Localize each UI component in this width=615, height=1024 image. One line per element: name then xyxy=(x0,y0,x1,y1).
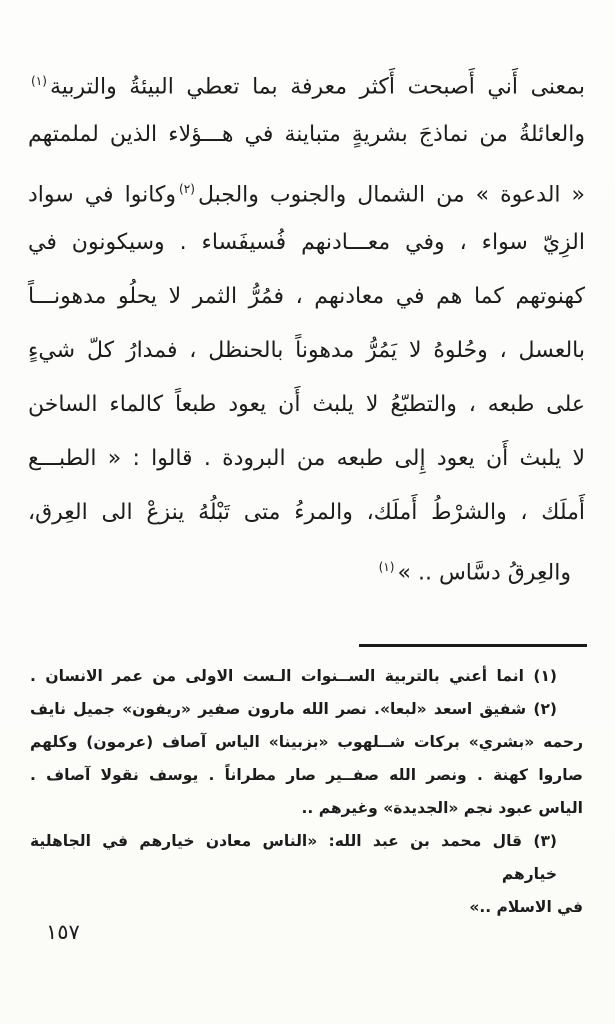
footnote-ref-1: (١) xyxy=(31,74,47,88)
footnote-ref-2: (٢) xyxy=(179,182,195,196)
body-text-line xyxy=(28,108,585,162)
line-text: لا يلبث أَن يعود إِلى طبعه من البرودة . قالوا : « الطبـــع xyxy=(28,446,585,471)
footnote-line: رحمه «بشري» بركات شــلهوب «بزبينا» الياس آصاف (عرمون) وكلهم xyxy=(30,733,583,751)
footnote-line: (٣) قال محمد بن عبد الله: «الناس معادن خيارهم في الجاهلية خيارهم xyxy=(30,832,557,883)
body-text-line xyxy=(28,324,585,378)
line-text: كهنوتهم كما هم في معادنهم ، فمُرُّ الثمر لا يحلُو مدهونـــاً xyxy=(28,284,585,309)
line-text: الزِيّ سواء ، وفي معـــادنهم فُسيفَساء . وسيكونون في xyxy=(28,230,585,255)
line-text: والعِرقُ دسَّاس .. » xyxy=(397,560,571,586)
body-text-line xyxy=(28,540,585,594)
footnote-line: الياس عبود نجم «الجديدة» وغيرهم .. xyxy=(301,799,583,817)
body-text-line xyxy=(28,378,585,432)
body-text-line xyxy=(28,162,585,216)
line-text: وكانوا في سواد xyxy=(28,182,176,208)
page-number: ١٥٧ xyxy=(46,920,80,944)
footnote-line: (٢) شفيق اسعد «لبعا». نصر الله مارون صفير «ريفون» جميل نايف xyxy=(30,700,557,718)
body-text-line xyxy=(28,270,585,324)
footnote-divider xyxy=(359,644,587,647)
footnote-line: (١) انما أعني بالتربية الســنوات الـست الاولى من عمر الانسان . xyxy=(30,667,557,685)
body-text-line xyxy=(28,216,585,270)
body-text-line xyxy=(28,432,585,486)
footnotes xyxy=(30,660,583,924)
line-text: والعائلةُ من نماذجَ بشريةٍ متباينة في هـــؤلاء الذين لملمتهم xyxy=(28,122,585,147)
line-text: أَملَك ، والشرْطُ أَملَك، والمرءُ متى تَبْلُهُ ينزعْ الى العِرق، xyxy=(28,500,585,525)
footnote-line: صاروا كهنة . ونصر الله صفــير صار مطراناً . يوسف نقولا آصاف . xyxy=(30,766,583,784)
footnote-line: في الاسلام ..» xyxy=(469,898,583,916)
footnote-ref-1: (١) xyxy=(378,560,395,574)
body-text-line xyxy=(28,486,585,540)
line-text: بالعسل ، وحُلوهُ لا يَمُرُّ مدهوناً بالحنظل ، فمدارُ كلّ شيءٍ xyxy=(28,338,585,363)
line-text: على طبعه ، والتطبّعُ لا يلبث أَن يعود طبعاً كالماء الساخن xyxy=(28,392,585,417)
line-text: بمعنى أَني أَصبحت أَكثر معرفة بما تعطي البيئةُ والتربية xyxy=(49,74,585,100)
body-text xyxy=(28,54,585,594)
body-text-line xyxy=(28,54,585,108)
line-text: « الدعوة » من الشمال والجنوب والجبل xyxy=(197,182,586,208)
